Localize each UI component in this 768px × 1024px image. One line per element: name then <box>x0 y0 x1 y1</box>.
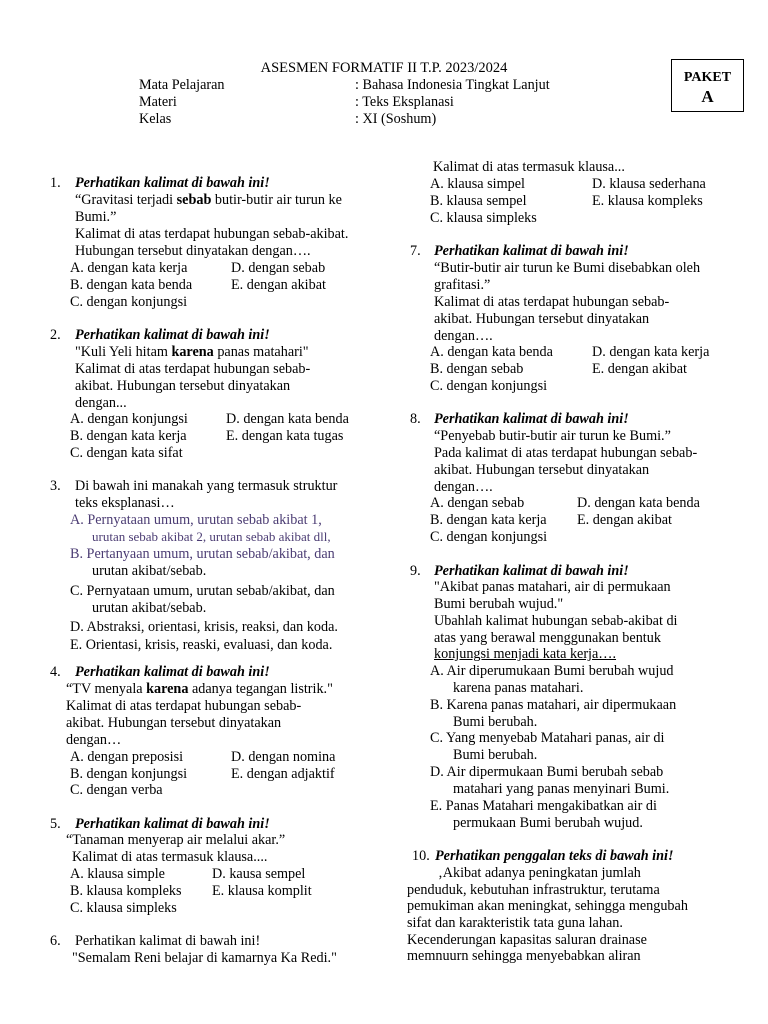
q2-option-e[interactable]: E. dengan kata tugas <box>226 428 344 444</box>
q9-body: atas yang berawal menggunakan bentuk <box>434 630 661 646</box>
q9-option-a[interactable]: A. Air diperumukaan Bumi berubah wujud <box>430 663 674 679</box>
q3-option-c-cont: urutan akibat/sebab. <box>92 600 207 616</box>
q5-option-c[interactable]: C. klausa simpleks <box>70 900 177 916</box>
q9-option-e[interactable]: E. Panas Matahari mengakibatkan air di <box>430 798 657 814</box>
q8-option-c[interactable]: C. dengan konjungsi <box>430 529 548 545</box>
q1-instruction: Perhatikan kalimat di bawah ini! <box>75 175 270 191</box>
q10-passage: sifat dan karakteristik tata guna lahan. <box>407 915 623 931</box>
q1-option-a[interactable]: A. dengan kata kerja <box>70 260 188 276</box>
q1-option-d[interactable]: D. dengan sebab <box>231 260 326 276</box>
q2-option-a[interactable]: A. dengan konjungsi <box>70 411 188 427</box>
q2-option-c[interactable]: C. dengan kata sifat <box>70 445 183 461</box>
q2-body: Kalimat di atas terdapat hubungan sebab- <box>75 361 311 377</box>
q6-body: Kalimat di atas termasuk klausa... <box>433 159 625 175</box>
q4-option-e[interactable]: E. dengan adjaktif <box>231 766 335 782</box>
q9-option-d[interactable]: D. Air dipermukaan Bumi berubah sebab <box>430 764 664 780</box>
q4-option-a[interactable]: A. dengan preposisi <box>70 749 184 765</box>
q10-passage: memnuurn sehingga menyebabkan aliran <box>407 948 641 964</box>
q9-quote: "Akibat panas matahari, air di permukaan <box>434 579 671 595</box>
q9-instruction: Perhatikan kalimat di bawah ini! <box>434 563 629 579</box>
q2-number: 2. <box>50 327 61 343</box>
q10-number: 10. <box>412 848 430 864</box>
q1-body: Hubungan tersebut dinyatakan dengan…. <box>75 243 311 259</box>
q9-option-c[interactable]: C. Yang menyebab Matahari panas, air di <box>430 730 665 746</box>
q4-number: 4. <box>50 664 61 680</box>
q6-option-d[interactable]: D. klausa sederhana <box>592 176 706 192</box>
q7-option-c[interactable]: C. dengan konjungsi <box>430 378 548 394</box>
q5-option-d[interactable]: D. kausa sempel <box>212 866 306 882</box>
q7-option-e[interactable]: E. dengan akibat <box>592 361 687 377</box>
q9-option-b[interactable]: B. Karena panas matahari, air dipermukaan <box>430 697 677 713</box>
q6-option-a[interactable]: A. klausa simpel <box>430 176 525 192</box>
q3-option-c[interactable]: C. Pernyataan umum, urutan sebab/akibat, dan <box>70 583 335 599</box>
q8-option-e[interactable]: E. dengan akibat <box>577 512 672 528</box>
q10-passage: penduduk, kebutuhan infrastruktur, terutama <box>407 882 660 898</box>
q6-option-c[interactable]: C. klausa simpleks <box>430 210 537 226</box>
q10-passage: pemukiman akan meningkat, sehingga mengubah <box>407 898 688 914</box>
meta-value-class: : XI (Soshum) <box>355 111 437 127</box>
q6-number: 6. <box>50 933 61 949</box>
q7-body: Kalimat di atas terdapat hubungan sebab- <box>434 294 670 310</box>
q8-body: Pada kalimat di atas terdapat hubungan sebab- <box>434 445 698 461</box>
q3-option-a[interactable]: A. Pernyataan umum, urutan sebab akibat 1, <box>70 512 322 528</box>
q3-option-e[interactable]: E. Orientasi, krisis, reaski, evaluasi, dan koda. <box>70 637 333 653</box>
q2-quote: "Kuli Yeli hitam karena panas matahari" <box>75 344 309 360</box>
q5-instruction: Perhatikan kalimat di bawah ini! <box>75 816 270 832</box>
q5-number: 5. <box>50 816 61 832</box>
q2-option-d[interactable]: D. dengan kata benda <box>226 411 349 427</box>
q3-option-d[interactable]: D. Abstraksi, orientasi, krisis, reaksi, dan koda. <box>70 619 338 635</box>
q1-number: 1. <box>50 175 61 191</box>
q8-body: akibat. Hubungan tersebut dinyatakan <box>434 462 650 478</box>
q2-option-b[interactable]: B. dengan kata kerja <box>70 428 187 444</box>
q3-stem: teks eksplanasi… <box>75 495 175 511</box>
q5-option-b[interactable]: B. klausa kompleks <box>70 883 182 899</box>
q8-body: dengan…. <box>434 479 493 495</box>
q4-body: dengan… <box>66 732 122 748</box>
q4-instruction: Perhatikan kalimat di bawah ini! <box>75 664 270 680</box>
q1-option-e[interactable]: E. dengan akibat <box>231 277 326 293</box>
q8-instruction: Perhatikan kalimat di bawah ini! <box>434 411 629 427</box>
q9-option-e-cont: permukaan Bumi berubah wujud. <box>453 815 643 831</box>
paket-box <box>671 59 744 112</box>
q7-instruction: Perhatikan kalimat di bawah ini! <box>434 243 629 259</box>
meta-label-class: Kelas <box>139 111 172 127</box>
q9-quote-cont: Bumi berubah wujud." <box>434 596 564 612</box>
q2-body: dengan... <box>75 395 127 411</box>
q6-quote: "Semalam Reni belajar di kamarnya Ka Redi." <box>72 950 337 966</box>
meta-value-subject: : Bahasa Indonesia Tingkat Lanjut <box>355 77 550 93</box>
q1-option-c[interactable]: C. dengan konjungsi <box>70 294 188 310</box>
q3-number: 3. <box>50 478 61 494</box>
q4-option-d[interactable]: D. dengan nomina <box>231 749 336 765</box>
q9-number: 9. <box>410 563 421 579</box>
q4-quote: “TV menyala karena adanya tegangan listrik." <box>66 681 333 697</box>
q4-body: Kalimat di atas terdapat hubungan sebab- <box>66 698 302 714</box>
q7-option-d[interactable]: D. dengan kata kerja <box>592 344 710 360</box>
q10-passage: ‚Akibat adanya peningkatan jumlah <box>438 865 641 881</box>
q9-body: Ubahlah kalimat hubungan sebab-akibat di <box>434 613 678 629</box>
q8-option-b[interactable]: B. dengan kata kerja <box>430 512 547 528</box>
q8-option-a[interactable]: A. dengan sebab <box>430 495 525 511</box>
q7-option-a[interactable]: A. dengan kata benda <box>430 344 553 360</box>
q3-option-b-cont: urutan akibat/sebab. <box>92 563 207 579</box>
q8-number: 8. <box>410 411 421 427</box>
paket-value: A <box>701 87 714 106</box>
q7-quote: “Butir-butir air turun ke Bumi disebabkan oleh <box>434 260 701 276</box>
q9-option-d-cont: matahari yang panas menyinari Bumi. <box>453 781 670 797</box>
q10-passage: Kecenderungan kapasitas saluran drainase <box>407 932 647 948</box>
q5-body: Kalimat di atas termasuk klausa.... <box>72 849 268 865</box>
q3-stem: Di bawah ini manakah yang termasuk struktur <box>75 478 338 494</box>
q7-body: dengan…. <box>434 328 493 344</box>
q5-option-a[interactable]: A. klausa simple <box>70 866 165 882</box>
q2-body: akibat. Hubungan tersebut dinyatakan <box>75 378 291 394</box>
q7-number: 7. <box>410 243 421 259</box>
meta-value-material: : Teks Eksplanasi <box>355 94 454 110</box>
q1-quote-cont: Bumi.” <box>75 209 117 225</box>
q8-option-d[interactable]: D. dengan kata benda <box>577 495 700 511</box>
q7-option-b[interactable]: B. dengan sebab <box>430 361 524 377</box>
meta-label-subject: Mata Pelajaran <box>139 77 225 93</box>
q9-option-b-cont: Bumi berubah. <box>453 714 538 730</box>
q9-option-c-cont: Bumi berubah. <box>453 747 538 763</box>
q6-option-e[interactable]: E. klausa kompleks <box>592 193 703 209</box>
q2-instruction: Perhatikan kalimat di bawah ini! <box>75 327 270 343</box>
q1-body: Kalimat di atas terdapat hubungan sebab-akibat. <box>75 226 349 242</box>
q1-option-b[interactable]: B. dengan kata benda <box>70 277 193 293</box>
meta-label-material: Materi <box>139 94 177 110</box>
q5-quote: “Tanaman menyerap air melalui akar.” <box>66 832 286 848</box>
q3-option-a-cont: urutan sebab akibat 2, urutan sebab akibat dll, <box>92 529 331 544</box>
q10-instruction: Perhatikan penggalan teks di bawah ini! <box>435 848 674 864</box>
q4-option-c[interactable]: C. dengan verba <box>70 782 163 798</box>
q4-body: akibat. Hubungan tersebut dinyatakan <box>66 715 282 731</box>
q9-body-underlined: konjungsi menjadi kata kerja…. <box>434 646 617 662</box>
exam-title: ASESMEN FORMATIF II T.P. 2023/2024 <box>260 60 508 76</box>
q6-option-b[interactable]: B. klausa sempel <box>430 193 527 209</box>
q8-quote: “Penyebab butir-butir air turun ke Bumi.” <box>434 428 671 444</box>
q7-quote-cont: grafitasi.” <box>434 277 491 293</box>
q9-option-a-cont: karena panas matahari. <box>453 680 584 696</box>
paket-label: PAKET <box>683 70 732 85</box>
q1-quote: “Gravitasi terjadi sebab butir-butir air turun ke <box>75 192 342 208</box>
q5-option-e[interactable]: E. klausa komplit <box>212 883 312 899</box>
q4-option-b[interactable]: B. dengan konjungsi <box>70 766 188 782</box>
q7-body: akibat. Hubungan tersebut dinyatakan <box>434 311 650 327</box>
q6-instruction: Perhatikan kalimat di bawah ini! <box>75 933 261 949</box>
q3-option-b[interactable]: B. Pertanyaan umum, urutan sebab/akibat, dan <box>70 546 335 562</box>
